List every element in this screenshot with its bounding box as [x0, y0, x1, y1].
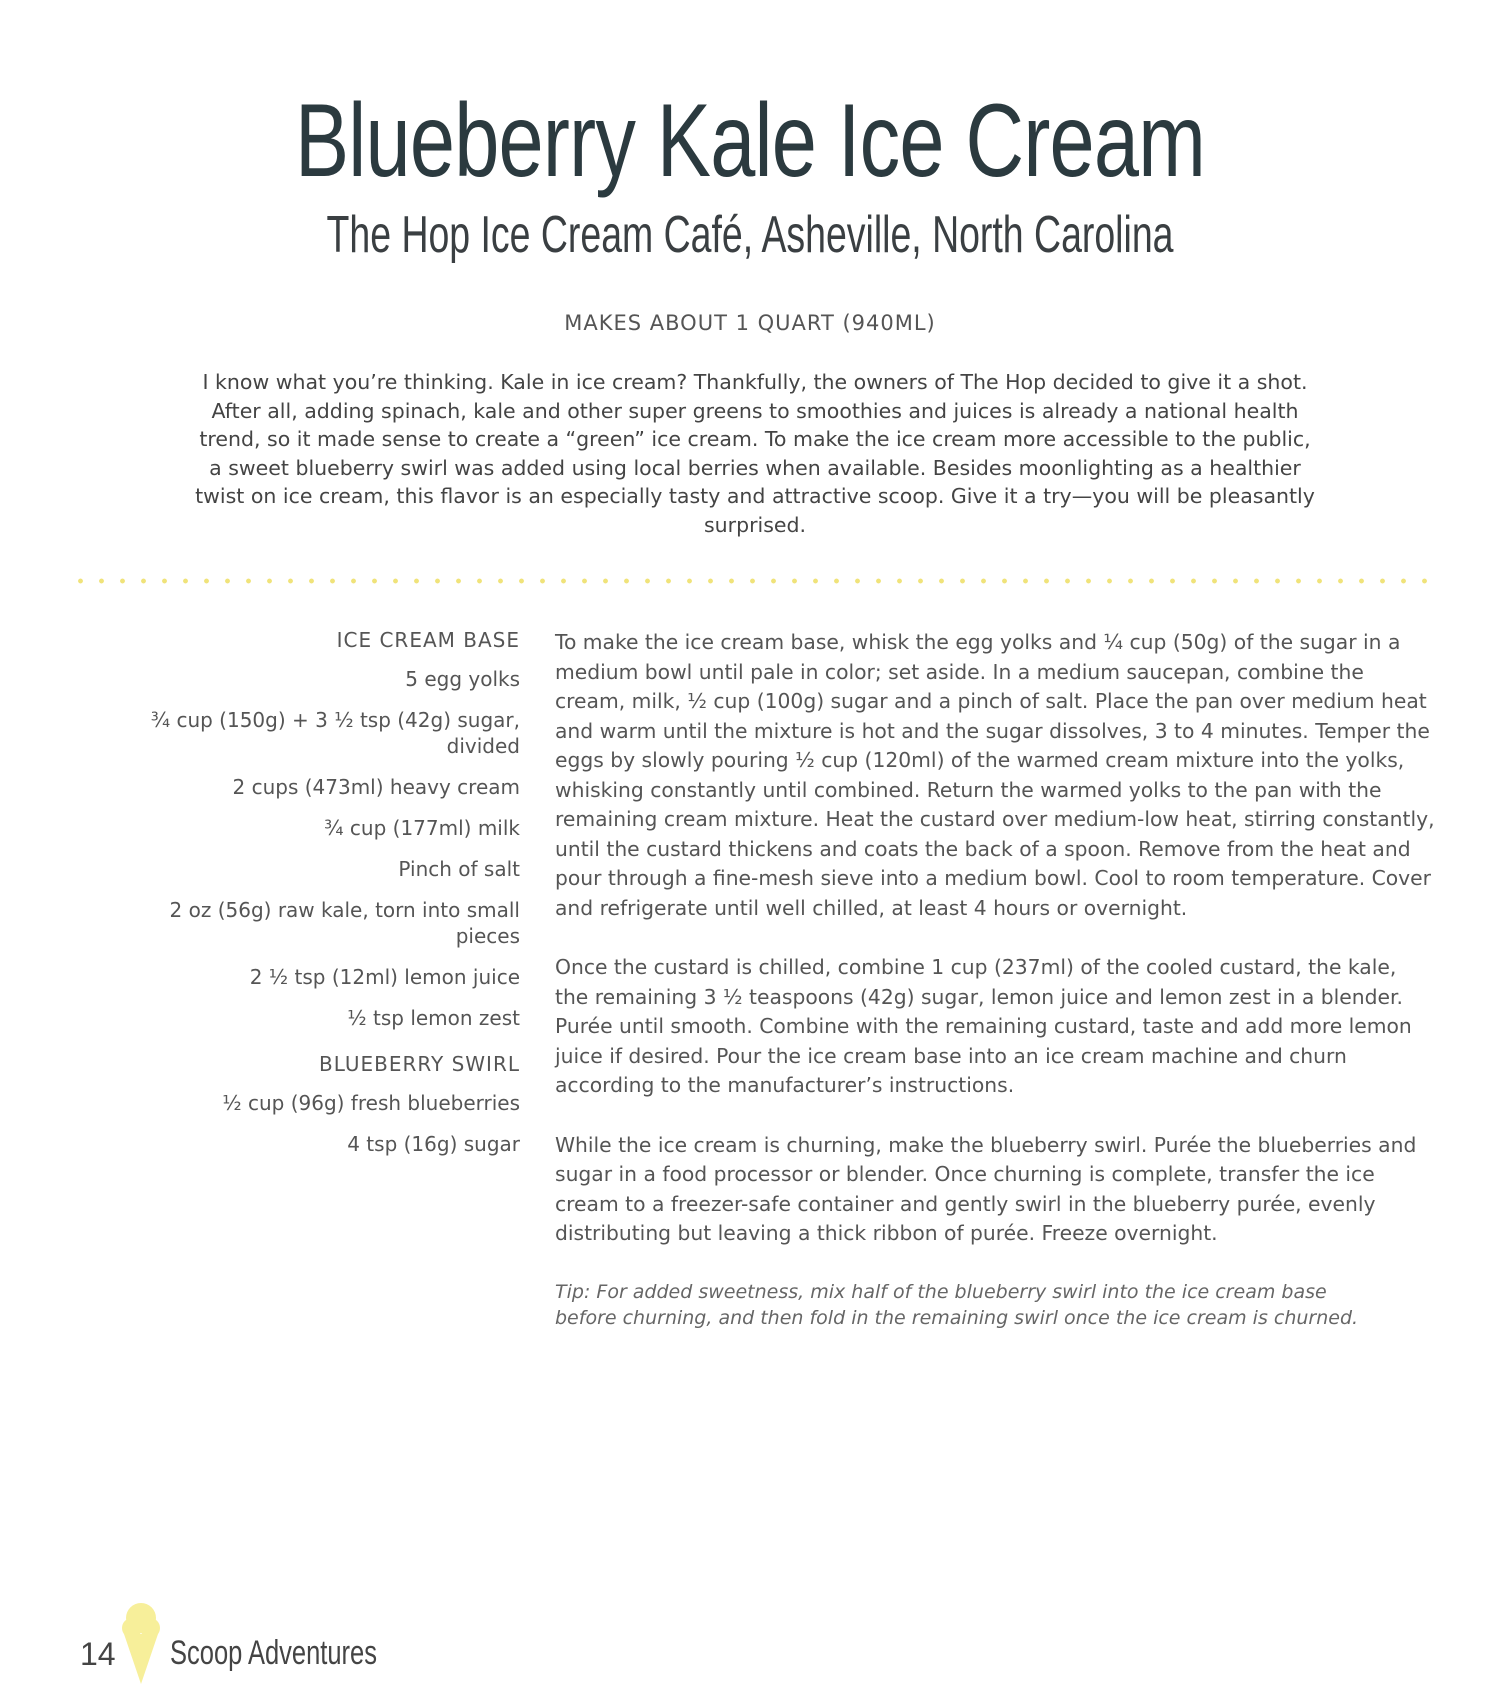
page-footer	[80, 1598, 480, 1688]
recipe-tip: Tip: For added sweetness, mix half of the blueberry swirl into the ice cream base before churning, and then fold in the remaining swirl once the ice cream is churned.	[555, 1280, 1359, 1329]
ingredient-item: ½ tsp lemon zest	[347, 1006, 520, 1030]
method-section	[555, 628, 1435, 1362]
recipe-title: Blueberry Kale Ice Cream	[294, 83, 1206, 199]
recipe-intro: I know what you’re thinking. Kale in ice cream? Thankfully, the owners of The Hop decided to give it a shot. After all, adding spinach, kale and other super greens to smoothies and juices is already a national health trend, so it made sense to create a “green” ice cream. To make the ice cream more accessible to the public, a sweet blueberry swirl was added using local berries when available. Besides moonlighting as a healthier twist on ice cream, this flavor is an especially tasty and attractive scoop. Give it a try—you will be pleasantly surprised.	[195, 370, 1315, 537]
ingredient-item: ¾ cup (150g) + 3 ½ tsp (42g) sugar, divided	[150, 708, 520, 758]
method-step: To make the ice cream base, whisk the egg yolks and ¼ cup (50g) of the sugar in a medium bowl until pale in color; set aside. In a medium saucepan, combine the cream, milk, ½ cup (100g) sugar and a pinch of salt. Place the pan over medium heat and warm until the mixture is hot and the sugar dissolves, 3 to 4 minutes. Temper the eggs by slowly pouring ½ cup (120ml) of the warmed cream mixture into the yolks, whisking constantly until combined. Return the warmed yolks to the pan with the remaining cream mixture. Heat the custard over medium-low heat, stirring constantly, until the custard thickens and coats the back of a spoon. Remove from the heat and pour through a fine-mesh sieve into a medium bowl. Cool to room temperature. Cover and refrigerate until well chilled, at least 4 hours or overnight.	[555, 630, 1435, 920]
ingredient-section-heading: BLUEBERRY SWIRL	[319, 1052, 520, 1076]
method-step: While the ice cream is churning, make the blueberry swirl. Purée the blueberries and sugar in a food processor or blender. Once churning is complete, transfer the ice cream to a freezer-safe container and gently swirl in the blueberry purée, evenly distributing but leaving a thick ribbon of purée. Freeze overnight.	[555, 1132, 1417, 1245]
ingredient-item: ½ cup (96g) fresh blueberries	[222, 1091, 520, 1115]
ingredient-section-heading: ICE CREAM BASE	[336, 628, 520, 652]
ingredient-list	[110, 628, 520, 1172]
page-number: 14	[80, 1636, 116, 1672]
ingredient-item: 2 ½ tsp (12ml) lemon juice	[249, 965, 520, 989]
ingredient-item: 5 egg yolks	[405, 667, 520, 691]
book-title: Scoop Adventures	[170, 1634, 377, 1672]
ingredient-item: ¾ cup (177ml) milk	[324, 816, 520, 840]
recipe-subtitle: The Hop Ice Cream Café, Asheville, North Carolina	[326, 206, 1174, 264]
ingredient-item: 4 tsp (16g) sugar	[347, 1132, 520, 1156]
ice-cream-cone-icon	[120, 1598, 162, 1692]
ingredient-item: 2 cups (473ml) heavy cream	[232, 775, 520, 799]
ingredient-item: 2 oz (56g) raw kale, torn into small pieces	[169, 898, 520, 948]
method-step: Once the custard is chilled, combine 1 cup (237ml) of the cooled custard, the kale, the remaining 3 ½ teaspoons (42g) sugar, lemon juice and lemon zest in a blender. Purée until smooth. Combine with the remaining custard, taste and add more lemon juice if desired. Pour the ice cream base into an ice cream machine and churn according to the manufacturer’s instructions.	[555, 955, 1412, 1097]
dotted-divider	[70, 578, 1435, 584]
recipe-yield: MAKES ABOUT 1 QUART (940ML)	[564, 311, 936, 335]
ingredient-item: Pinch of salt	[398, 857, 520, 881]
